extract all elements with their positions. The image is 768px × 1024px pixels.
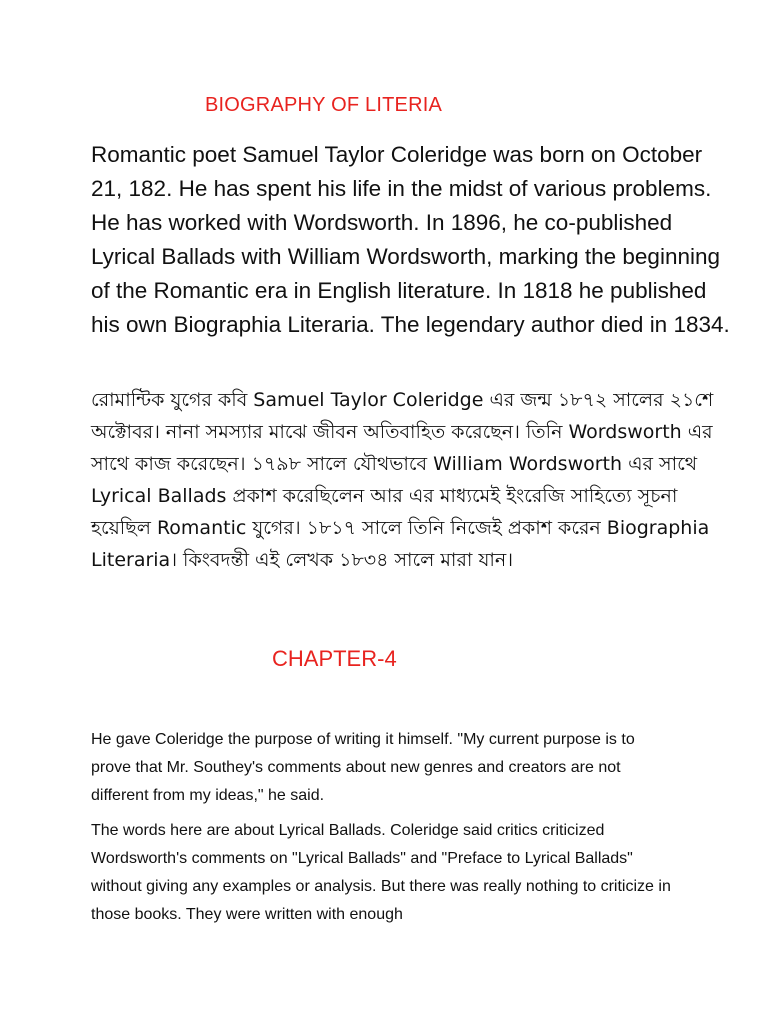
intro-paragraph-english: Romantic poet Samuel Taylor Coleridge was born on October 21, 182. He has spent his life in the midst of various problems. He has worked with Wordsworth. In 1896, he co-published Lyrical Ballads with William Wordsworth, marking the beginning of the Romantic era in English literature. In 1818 he published his own Biographia Literaria. The legendary author died in 1834. — [91, 142, 730, 337]
chapter-paragraph-2: The words here are about Lyrical Ballads. Coleridge said critics criticized Wordsworth's comments on "Lyrical Ballads" and "Preface to Lyrical Ballads" without giving any examples or analysis. But there was really nothing to criticize in those books. They were written with enough — [91, 822, 671, 923]
document-title: BIOGRAPHY OF LITERIA — [205, 94, 443, 116]
intro-paragraph-bengali: রোমান্টিক যুগের কবি Samuel Taylor Coleridge এর জন্ম ১৮৭২ সালের ২১শে অক্টোবর। নানা সমস্যার মাঝে জীবন অতিবাহিত করেছেন। তিনি Wordsworth এর সাথে কাজ করেছেন। ১৭৯৮ সালে যৌথভাবে William Wordsworth এর সাথে Lyrical Ballads প্রকাশ করেছিলেন আর এর মাধ্যমেই ইংরেজি সাহিত্যে সূচনা হয়েছিল Romantic যুগের। ১৮১৭ সালে তিনি নিজেই প্রকাশ করেন Biographia Literaria। কিংবদন্তী এই লেখক ১৮৩৪ সালে মারা যান। — [91, 389, 714, 571]
chapter-paragraph-1: He gave Coleridge the purpose of writing it himself. "My current purpose is to prove that Mr. Southey's comments about new genres and creators are not different from my ideas," he said. — [91, 731, 635, 804]
chapter-heading: CHAPTER-4 — [272, 646, 397, 671]
